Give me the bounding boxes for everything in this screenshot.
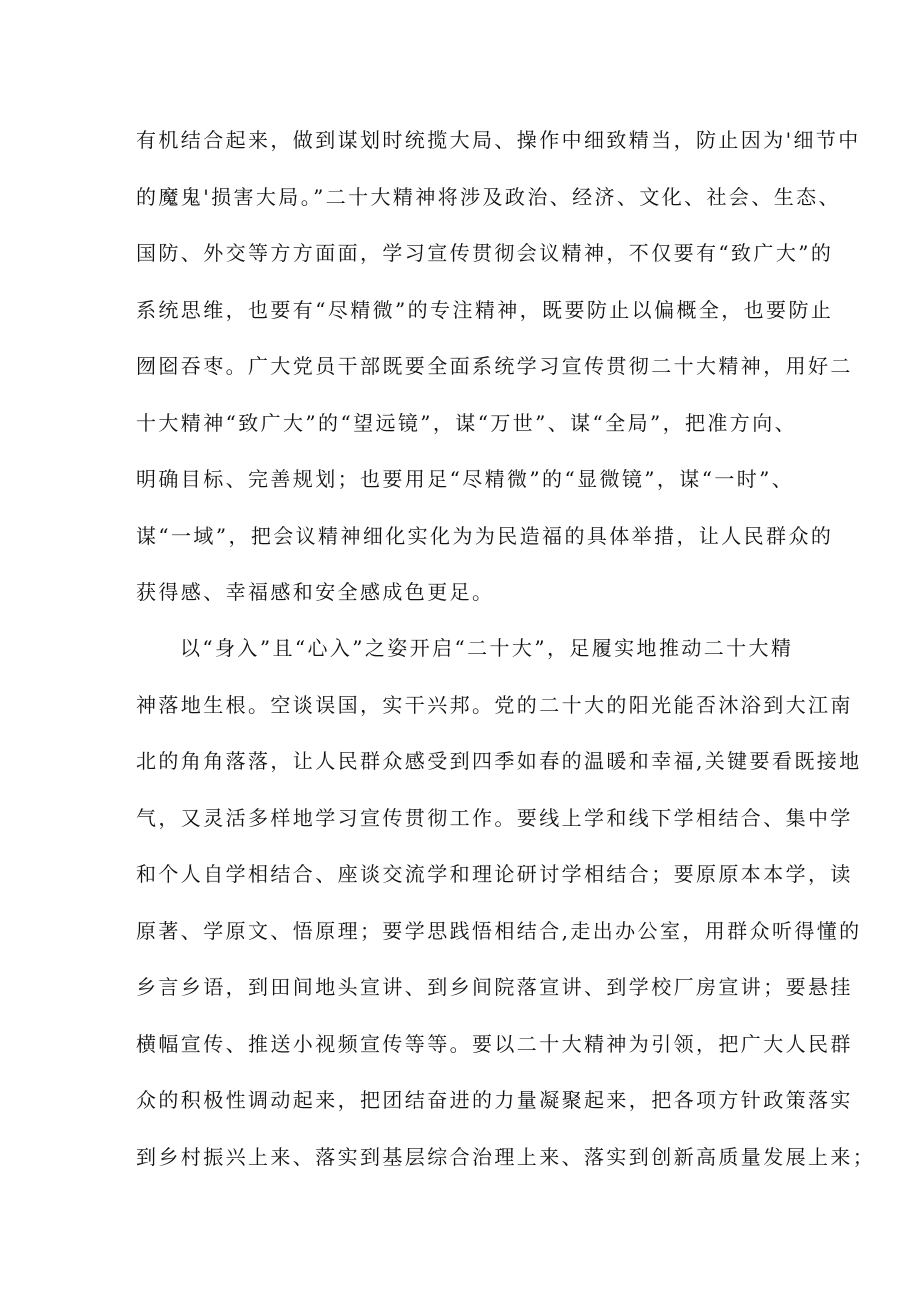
text-line: 明确目标、完善规划；也要用足“尽精微”的“显微镜”，谋“一时”、: [136, 467, 795, 491]
text-line: 和个人自学相结合、座谈交流学和理论研讨学相结合；要原原本本学，读: [136, 862, 853, 886]
text-line: 气，又灵活多样地学习宣传贯彻工作。要线上学和线下学相结合、集中学: [136, 805, 853, 830]
text-line: 到乡村振兴上来、落实到基层综合治理上来、落实到创新高质量发展上来；: [136, 1144, 876, 1169]
text-line: 北的角角落落，让人民群众感受到四季如春的温暖和幸福,关键要看既接地: [136, 749, 862, 773]
text-line: 有机结合起来，做到谋划时统揽大局、操作中细致精当，防止因为'细节中: [136, 128, 861, 152]
text-line: 的魔鬼'损害大局。”二十大精神将涉及政治、经济、文化、社会、生态、: [136, 184, 841, 209]
text-line: 神落地生根。空谈误国，实干兴邦。党的二十大的阳光能否沐浴到大江南: [136, 692, 853, 717]
text-line: 十大精神“致广大”的“望远镜”，谋“万世”、谋“全局”，把准方向、: [136, 410, 797, 435]
text-line: 横幅宣传、推送小视频宣传等等。要以二十大精神为引领，把广大人民群: [136, 1031, 853, 1056]
text-line: 囫囵吞枣。广大党员干部既要全面系统学习宣传贯彻二十大精神，用好二: [136, 354, 853, 378]
text-line: 乡言乡语，到田间地头宣讲、到乡间院落宣讲、到学校厂房宣讲；要悬挂: [136, 975, 853, 999]
text-line: 原著、学原文、悟原理；要学思践悟相结合,走出办公室，用群众听得懂的: [136, 918, 862, 943]
text-line: 以“身入”且“心入”之姿开启“二十大”，足履实地推动二十大精: [180, 636, 794, 660]
text-line: 谋“一域”，把会议精神细化实化为为民造福的具体举措，让人民群众的: [136, 523, 834, 548]
text-line: 系统思维，也要有“尽精微”的专注精神，既要防止以偏概全，也要防止: [136, 297, 834, 322]
text-line: 国防、外交等方方面面，学习宣传贯彻会议精神，不仅要有“致广大”的: [136, 241, 834, 265]
text-line: 获得感、幸福感和安全感成色更足。: [136, 580, 495, 604]
text-line: 众的积极性调动起来，把团结奋进的力量凝聚起来，把各项方针政策落实: [136, 1088, 853, 1112]
